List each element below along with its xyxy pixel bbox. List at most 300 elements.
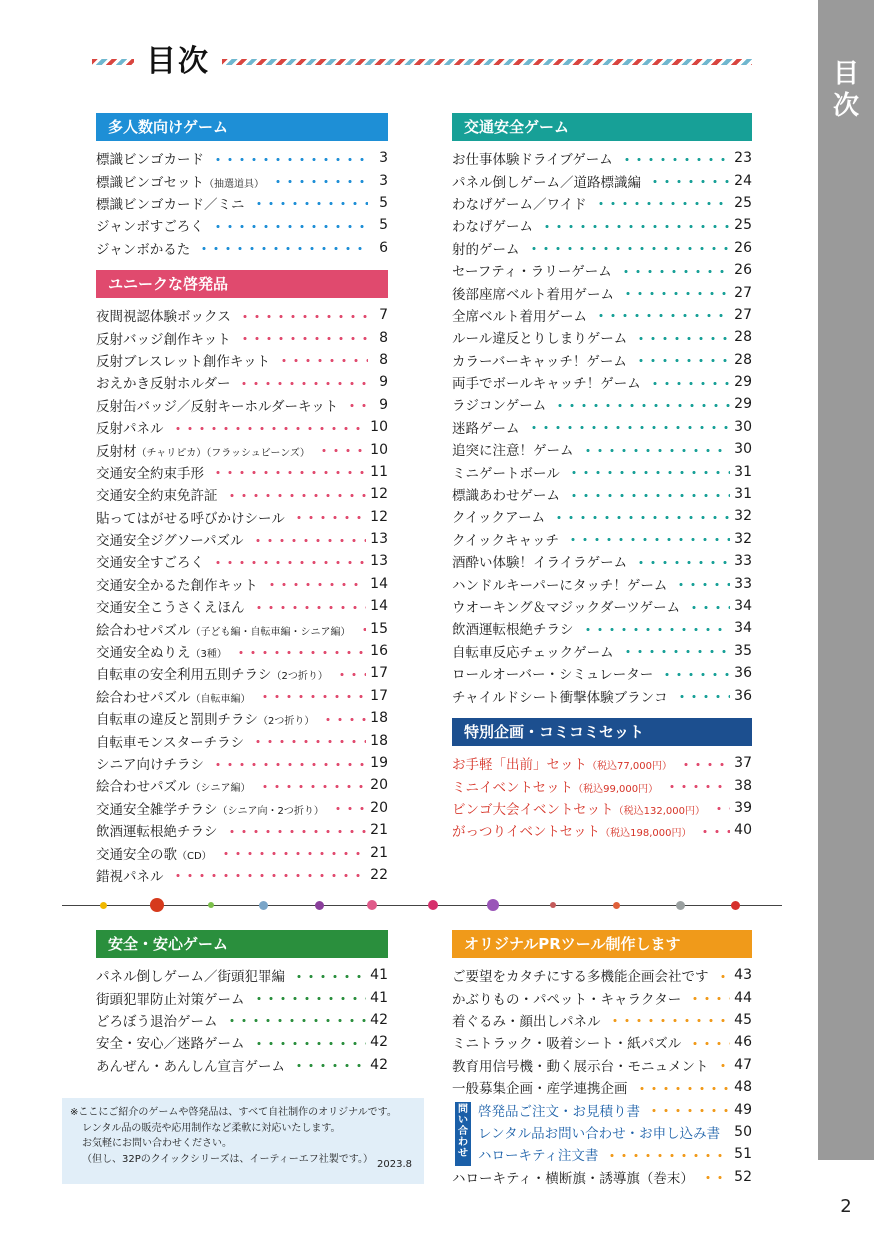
toc-entry-label: 交通安全すごろく bbox=[96, 555, 204, 572]
dot-leader bbox=[606, 1154, 730, 1157]
decor-dot bbox=[731, 901, 740, 910]
toc-page-number: 35 bbox=[734, 642, 752, 659]
toc-entry-text bbox=[96, 507, 285, 527]
notice-line: レンタル品の販売や応用制作など柔軟に対応いたします。 bbox=[82, 1122, 341, 1134]
toc-page-number: 31 bbox=[734, 463, 752, 480]
toc-page-number: 25 bbox=[734, 217, 752, 234]
toc-entry-text bbox=[96, 574, 258, 594]
toc-entry-text bbox=[452, 820, 691, 840]
toc-entry[interactable] bbox=[96, 237, 388, 259]
toc-entry[interactable] bbox=[452, 416, 752, 438]
toc-entry[interactable] bbox=[96, 685, 388, 707]
toc-page-number: 3 bbox=[379, 150, 388, 167]
toc-page-number: 32 bbox=[734, 530, 752, 547]
toc-page-number: 42 bbox=[370, 1056, 388, 1073]
toc-entry-text bbox=[96, 965, 285, 985]
toc-entry-label: 街頭犯罪防止対策ゲーム bbox=[96, 991, 245, 1008]
dot-leader bbox=[212, 471, 366, 474]
toc-page-number: 34 bbox=[734, 598, 752, 614]
toc-page-number: 37 bbox=[734, 755, 752, 772]
dot-leader bbox=[553, 516, 730, 519]
toc-entry[interactable] bbox=[452, 528, 752, 550]
dot-leader bbox=[272, 180, 368, 183]
toc-page-number: 42 bbox=[370, 1011, 388, 1028]
toc-page-number: 48 bbox=[734, 1079, 752, 1096]
dot-leader bbox=[252, 740, 366, 743]
toc-entry-text bbox=[452, 574, 667, 594]
dot-leader bbox=[680, 763, 730, 766]
toc-entry[interactable] bbox=[452, 147, 752, 169]
toc-entry[interactable] bbox=[96, 640, 388, 662]
toc-entry-label: 交通安全約束免許証 bbox=[96, 488, 218, 505]
toc-entry-text bbox=[452, 260, 612, 280]
toc-entry-text bbox=[452, 439, 574, 459]
dot-leader bbox=[582, 628, 731, 631]
toc-page-number: 23 bbox=[734, 150, 752, 167]
dot-leader bbox=[293, 975, 366, 978]
toc-entry-label: あんぜん・あんしん宣言ゲーム bbox=[96, 1058, 285, 1075]
notice-line: お気軽にお問い合わせください。 bbox=[82, 1138, 232, 1149]
toc-entry[interactable] bbox=[452, 550, 752, 572]
toc-entry-text bbox=[96, 1032, 245, 1052]
toc-entry[interactable] bbox=[452, 1098, 752, 1120]
page-title: 目次 bbox=[146, 44, 210, 79]
toc-entry-label: 交通安全の歌 bbox=[96, 846, 177, 863]
toc-entry[interactable] bbox=[452, 214, 752, 236]
toc-page-number: 30 bbox=[734, 418, 752, 435]
toc-entry-text bbox=[452, 506, 545, 526]
toc-page-number: 3 bbox=[379, 172, 388, 189]
toc-page-number: 17 bbox=[370, 687, 388, 704]
toc-entry[interactable] bbox=[96, 707, 388, 729]
toc-entry[interactable] bbox=[452, 1054, 752, 1076]
toc-entry[interactable] bbox=[96, 986, 388, 1008]
decor-dot bbox=[150, 898, 164, 912]
toc-entry[interactable] bbox=[96, 528, 388, 550]
toc-page-number: 9 bbox=[379, 374, 388, 391]
dot-leader bbox=[212, 225, 368, 228]
toc-entry[interactable] bbox=[96, 841, 388, 863]
toc-entry[interactable] bbox=[452, 964, 752, 986]
dot-leader bbox=[661, 673, 730, 676]
toc-entry-text bbox=[96, 820, 218, 840]
toc-entry-text bbox=[96, 775, 251, 795]
toc-entry-label: 絵合わせパズル bbox=[96, 622, 191, 639]
section-original-pr-tools bbox=[452, 930, 752, 1188]
section-traffic-safety-games bbox=[452, 113, 752, 707]
toc-page-number: 27 bbox=[734, 306, 752, 323]
dot-leader bbox=[582, 449, 731, 452]
toc-entry-note: （3種） bbox=[190, 649, 227, 661]
dot-leader bbox=[728, 1131, 730, 1134]
toc-entry-note: （CD） bbox=[177, 850, 212, 862]
dot-leader bbox=[699, 830, 730, 833]
toc-entry-text bbox=[452, 462, 560, 482]
toc-entry-text bbox=[96, 663, 328, 683]
toc-entry-text bbox=[96, 529, 244, 549]
toc-entry[interactable] bbox=[96, 1031, 388, 1053]
toc-entry-label: 交通安全雑学チラシ bbox=[96, 801, 218, 818]
toc-entry[interactable] bbox=[96, 461, 388, 483]
toc-entry-text bbox=[452, 1167, 694, 1187]
toc-entry-text bbox=[96, 350, 270, 370]
notice-box bbox=[62, 1098, 424, 1184]
toc-entry[interactable] bbox=[96, 964, 388, 986]
toc-page-number: 33 bbox=[734, 575, 752, 592]
dot-leader bbox=[172, 427, 367, 430]
toc-entry-text bbox=[452, 618, 574, 638]
decor-dot bbox=[613, 902, 620, 909]
toc-entry-text bbox=[96, 708, 314, 728]
toc-page-number: 21 bbox=[370, 844, 388, 861]
toc-entry[interactable] bbox=[96, 169, 388, 191]
dot-leader bbox=[253, 202, 369, 205]
toc-page-number: 38 bbox=[734, 777, 752, 794]
inquiry-char: 合 bbox=[458, 1126, 468, 1137]
toc-entry-text bbox=[452, 193, 587, 213]
toc-entry[interactable] bbox=[96, 483, 388, 505]
toc-page-number: 8 bbox=[379, 351, 388, 368]
toc-page-number: 17 bbox=[370, 665, 388, 682]
dot-leader bbox=[226, 1019, 367, 1022]
dot-leader bbox=[689, 1042, 730, 1045]
toc-entry[interactable] bbox=[452, 438, 752, 460]
toc-page-number: 18 bbox=[370, 732, 388, 749]
toc-entry[interactable] bbox=[452, 1166, 752, 1188]
toc-entry-note: （税込198,000円） bbox=[600, 828, 692, 840]
toc-page-number: 6 bbox=[379, 239, 388, 256]
toc-entry[interactable] bbox=[452, 483, 752, 505]
toc-entry-label: 着ぐるみ・顔出しパネル bbox=[452, 1013, 601, 1030]
toc-entry[interactable] bbox=[452, 304, 752, 326]
toc-entry-text bbox=[452, 148, 613, 168]
toc-entry-label: 自転車の安全利用五則チラシ bbox=[96, 667, 272, 684]
toc-entry[interactable] bbox=[452, 774, 752, 796]
toc-entry-text bbox=[452, 327, 627, 347]
toc-entry-label: ミニトラック・吸着シート・紙パズル bbox=[452, 1036, 682, 1053]
toc-entry-label: クイックアーム bbox=[452, 510, 546, 527]
toc-entry[interactable] bbox=[452, 1121, 752, 1143]
dot-leader bbox=[293, 516, 366, 519]
dot-leader bbox=[336, 673, 366, 676]
toc-page-number: 21 bbox=[370, 822, 388, 839]
toc-entry[interactable] bbox=[96, 371, 388, 393]
dot-leader bbox=[259, 695, 367, 698]
decor-dot bbox=[208, 902, 214, 908]
toc-entry[interactable] bbox=[452, 819, 752, 841]
toc-page-number: 14 bbox=[370, 598, 388, 615]
toc-entry-text bbox=[96, 395, 338, 415]
toc-entry-label: 絵合わせパズル bbox=[96, 689, 191, 706]
dot-leader bbox=[649, 382, 730, 385]
toc-entry-text bbox=[96, 171, 264, 191]
toc-entry-text bbox=[452, 776, 658, 796]
decor-dot bbox=[550, 902, 556, 908]
toc-entry-label: 教育用信号機・動く展示台・モニュメント bbox=[452, 1058, 709, 1075]
toc-entry-label: 酒酔い体験！イライラゲーム bbox=[452, 555, 628, 572]
toc-page-number: 20 bbox=[370, 799, 388, 816]
toc-entry-text bbox=[478, 1100, 640, 1120]
section-unique-items bbox=[96, 270, 388, 886]
toc-entry[interactable] bbox=[96, 774, 388, 796]
toc-entry-note: （子ども編・自転車編・シニア編） bbox=[190, 626, 351, 638]
toc-page-number: 39 bbox=[734, 799, 752, 816]
inquiry-char: わ bbox=[458, 1137, 468, 1148]
toc-entry-label: シニア向けチラシ bbox=[96, 757, 204, 773]
toc-page-number: 14 bbox=[370, 575, 388, 592]
decor-dot bbox=[367, 900, 377, 910]
dot-leader bbox=[359, 628, 367, 631]
toc-entry-note: （税込132,000円） bbox=[613, 805, 705, 817]
inquiry-char: 問 bbox=[458, 1104, 468, 1115]
toc-entry-label: パネル倒しゲーム／街頭犯罪編 bbox=[96, 969, 285, 986]
dot-leader bbox=[238, 382, 368, 385]
toc-entry[interactable] bbox=[96, 864, 388, 886]
toc-entry[interactable] bbox=[452, 684, 752, 706]
section-special-sets bbox=[452, 718, 752, 842]
toc-entry[interactable] bbox=[452, 169, 752, 191]
toc-entry[interactable] bbox=[452, 281, 752, 303]
toc-entry[interactable] bbox=[96, 438, 388, 460]
dot-leader bbox=[675, 583, 730, 586]
toc-entry[interactable] bbox=[452, 192, 752, 214]
toc-entry-label: ミニゲートボール bbox=[452, 465, 560, 482]
toc-entry[interactable] bbox=[452, 371, 752, 393]
toc-page-number: 10 bbox=[370, 441, 388, 458]
section-heading: 多人数向けゲーム bbox=[96, 113, 388, 141]
toc-entry[interactable] bbox=[452, 259, 752, 281]
toc-page-number: 41 bbox=[370, 967, 388, 984]
toc-entry[interactable] bbox=[452, 572, 752, 594]
toc-entry-text bbox=[452, 171, 641, 191]
toc-entry-label: 標識ビンゴカード bbox=[96, 152, 204, 169]
toc-entry[interactable] bbox=[96, 349, 388, 371]
dot-leader bbox=[252, 539, 367, 542]
toc-entry-note: （チャリピカ）（フラッシュビーンズ） bbox=[136, 447, 310, 459]
dot-leader bbox=[541, 225, 730, 228]
toc-entry[interactable] bbox=[96, 550, 388, 572]
toc-entry-text bbox=[96, 328, 231, 348]
dot-leader bbox=[198, 247, 368, 250]
toc-entry-label: 安全・安心／迷路ゲーム bbox=[96, 1036, 245, 1053]
toc-page-number: 36 bbox=[734, 687, 752, 704]
toc-entry-label: 迷路ゲーム bbox=[452, 420, 520, 437]
toc-entry[interactable] bbox=[96, 797, 388, 819]
toc-entry[interactable] bbox=[452, 237, 752, 259]
chapter-tab bbox=[818, 0, 874, 1160]
dot-leader bbox=[568, 494, 730, 497]
toc-entry[interactable] bbox=[452, 460, 752, 482]
toc-entry-text bbox=[452, 372, 641, 392]
toc-entry[interactable] bbox=[96, 752, 388, 774]
dot-leader bbox=[649, 180, 730, 183]
toc-entry[interactable] bbox=[96, 617, 388, 639]
toc-entry[interactable] bbox=[452, 349, 752, 371]
toc-entry[interactable] bbox=[452, 326, 752, 348]
dot-leader bbox=[567, 538, 730, 541]
toc-entry[interactable] bbox=[96, 192, 388, 214]
dot-leader bbox=[278, 359, 368, 362]
dot-leader bbox=[235, 651, 366, 654]
toc-entry-text bbox=[452, 350, 627, 370]
toc-entry[interactable] bbox=[452, 1031, 752, 1053]
toc-page-number: 27 bbox=[734, 284, 752, 301]
dot-leader bbox=[595, 202, 731, 205]
toc-entry[interactable] bbox=[452, 595, 752, 617]
toc-entry-label: パネル倒しゲーム／道路標識編 bbox=[452, 174, 641, 191]
toc-entry-text bbox=[96, 731, 244, 751]
toc-entry[interactable] bbox=[96, 662, 388, 684]
toc-page-number: 13 bbox=[370, 553, 388, 570]
toc-entry-label: 交通安全ジグソーパズル bbox=[96, 533, 244, 550]
toc-entry-label: 啓発品ご注文・お見積り書 bbox=[478, 1103, 640, 1120]
toc-entry-text bbox=[96, 865, 164, 885]
toc-page-number: 12 bbox=[370, 486, 388, 503]
inquiry-badge bbox=[455, 1102, 471, 1166]
toc-entry[interactable] bbox=[452, 1009, 752, 1031]
toc-entry-label: 自転車の違反と罰則チラシ bbox=[96, 712, 258, 729]
toc-entry[interactable] bbox=[452, 986, 752, 1008]
toc-entry-label: 飲酒運転根絶チラシ bbox=[452, 622, 574, 639]
toc-entry[interactable] bbox=[452, 662, 752, 684]
dot-leader bbox=[239, 337, 368, 340]
toc-entry[interactable] bbox=[96, 506, 388, 528]
notice-line: ※ここにご紹介のゲームや啓発品は、すべて自社制作のオリジナルです。 bbox=[70, 1107, 397, 1118]
toc-entry[interactable] bbox=[452, 1076, 752, 1098]
toc-entry-label: ミニイベントセット bbox=[452, 779, 574, 796]
inquiry-char: せ bbox=[458, 1148, 468, 1159]
dot-leader bbox=[635, 561, 730, 564]
toc-page-number: 51 bbox=[734, 1146, 752, 1163]
toc-entry-label: 貼ってはがせる呼びかけシール bbox=[96, 510, 285, 527]
toc-entry[interactable] bbox=[452, 640, 752, 662]
toc-entry[interactable] bbox=[452, 393, 752, 415]
toc-page-number: 33 bbox=[734, 553, 752, 570]
toc-entry-label: 交通安全約束手形 bbox=[96, 465, 204, 482]
toc-entry-label: 後部座席ベルト着用ゲーム bbox=[452, 286, 614, 303]
toc-entry-text bbox=[96, 238, 190, 258]
dot-leader bbox=[609, 1019, 731, 1022]
dot-leader bbox=[635, 359, 730, 362]
toc-entry[interactable] bbox=[452, 1143, 752, 1165]
dot-leader bbox=[220, 852, 366, 855]
dot-leader bbox=[635, 337, 730, 340]
toc-entry[interactable] bbox=[96, 326, 388, 348]
toc-entry-label: 標識あわせゲーム bbox=[452, 488, 560, 505]
toc-entry[interactable] bbox=[452, 752, 752, 774]
toc-page-number: 45 bbox=[734, 1011, 752, 1028]
toc-entry-text bbox=[452, 529, 559, 549]
toc-page-number: 11 bbox=[370, 463, 388, 480]
dot-leader bbox=[253, 1042, 367, 1045]
toc-page-number: 34 bbox=[734, 620, 752, 637]
toc-entry-text bbox=[96, 641, 227, 661]
toc-entry-label: ハローキティ・横断旗・誘導旗（巻末） bbox=[452, 1170, 694, 1187]
dot-leader bbox=[239, 315, 368, 318]
toc-entry[interactable] bbox=[452, 617, 752, 639]
toc-entry[interactable] bbox=[96, 729, 388, 751]
dot-leader bbox=[666, 785, 730, 788]
toc-entry-label: セーフティ・ラリーゲーム bbox=[452, 264, 612, 281]
toc-entry[interactable] bbox=[96, 1009, 388, 1031]
toc-entry-text bbox=[478, 1122, 720, 1142]
toc-entry-label: レンタル品お問い合わせ・お申し込み書 bbox=[478, 1125, 721, 1142]
page-number: 2 bbox=[840, 1196, 852, 1217]
toc-entry-label: 飲酒運転根絶チラシ bbox=[96, 824, 218, 841]
toc-entry[interactable] bbox=[96, 595, 388, 617]
toc-page-number: 42 bbox=[370, 1034, 388, 1051]
tab-char: 目 bbox=[832, 59, 859, 89]
toc-entry-text bbox=[452, 988, 681, 1008]
dot-leader bbox=[620, 270, 730, 273]
toc-entry[interactable] bbox=[96, 304, 388, 326]
toc-page-number: 9 bbox=[379, 396, 388, 413]
toc-entry[interactable] bbox=[452, 797, 752, 819]
dot-leader bbox=[717, 1064, 731, 1067]
toc-page-number: 20 bbox=[370, 777, 388, 794]
toc-entry-label: 標識ビンゴカード／ミニ bbox=[96, 196, 245, 213]
toc-page-number: 50 bbox=[734, 1123, 752, 1140]
toc-entry[interactable] bbox=[96, 819, 388, 841]
toc-entry-text bbox=[452, 394, 546, 414]
toc-entry-label: ロールオーバー・シミュレーター bbox=[452, 667, 654, 684]
toc-entry-text bbox=[452, 686, 668, 706]
toc-entry-text bbox=[96, 148, 204, 168]
dot-leader bbox=[636, 1087, 731, 1090]
toc-entry[interactable] bbox=[96, 573, 388, 595]
toc-entry[interactable] bbox=[96, 214, 388, 236]
section-heading: ユニークな啓発品 bbox=[96, 270, 388, 298]
toc-entry-text bbox=[96, 843, 212, 863]
toc-entry-text bbox=[452, 798, 705, 818]
dot-leader bbox=[676, 695, 731, 698]
toc-entry-text bbox=[452, 1055, 709, 1075]
toc-entry-label: がっつりイベントセット bbox=[452, 824, 601, 841]
toc-entry[interactable] bbox=[96, 416, 388, 438]
toc-entry-label: 交通安全こうさくえほん bbox=[96, 600, 245, 617]
toc-entry-label: 夜間視認体験ボックス bbox=[96, 309, 231, 326]
toc-entry-label: ジャンボすごろく bbox=[96, 219, 204, 236]
dot-leader bbox=[554, 404, 730, 407]
toc-page-number: 46 bbox=[734, 1034, 752, 1051]
toc-page-number: 49 bbox=[734, 1101, 752, 1118]
inquiry-char: い bbox=[458, 1115, 468, 1126]
dot-leader bbox=[689, 997, 730, 1000]
dot-leader bbox=[717, 975, 731, 978]
dot-leader bbox=[346, 404, 368, 407]
toc-entry[interactable] bbox=[96, 394, 388, 416]
toc-page-number: 19 bbox=[370, 755, 388, 771]
toc-entry-text bbox=[96, 686, 251, 706]
toc-entry-text bbox=[452, 663, 653, 683]
toc-page-number: 25 bbox=[734, 194, 752, 211]
toc-entry[interactable] bbox=[96, 147, 388, 169]
toc-entry[interactable] bbox=[452, 505, 752, 527]
toc-page-number: 5 bbox=[379, 194, 388, 211]
toc-entry[interactable] bbox=[96, 1054, 388, 1076]
toc-entry-text bbox=[452, 551, 627, 571]
title-stripe-right bbox=[222, 59, 752, 65]
toc-entry-text bbox=[452, 1010, 601, 1030]
dot-leader bbox=[226, 830, 367, 833]
toc-entry-text bbox=[96, 417, 164, 437]
decor-dot bbox=[315, 901, 324, 910]
toc-page-number: 44 bbox=[734, 989, 752, 1006]
toc-entry-label: 反射パネル bbox=[96, 421, 164, 438]
toc-entry-label: 両手でボールキャッチ！ゲーム bbox=[452, 376, 641, 393]
toc-entry-label: お仕事体験ドライブゲーム bbox=[452, 152, 613, 169]
toc-entry-note: （シニア編） bbox=[190, 783, 251, 795]
